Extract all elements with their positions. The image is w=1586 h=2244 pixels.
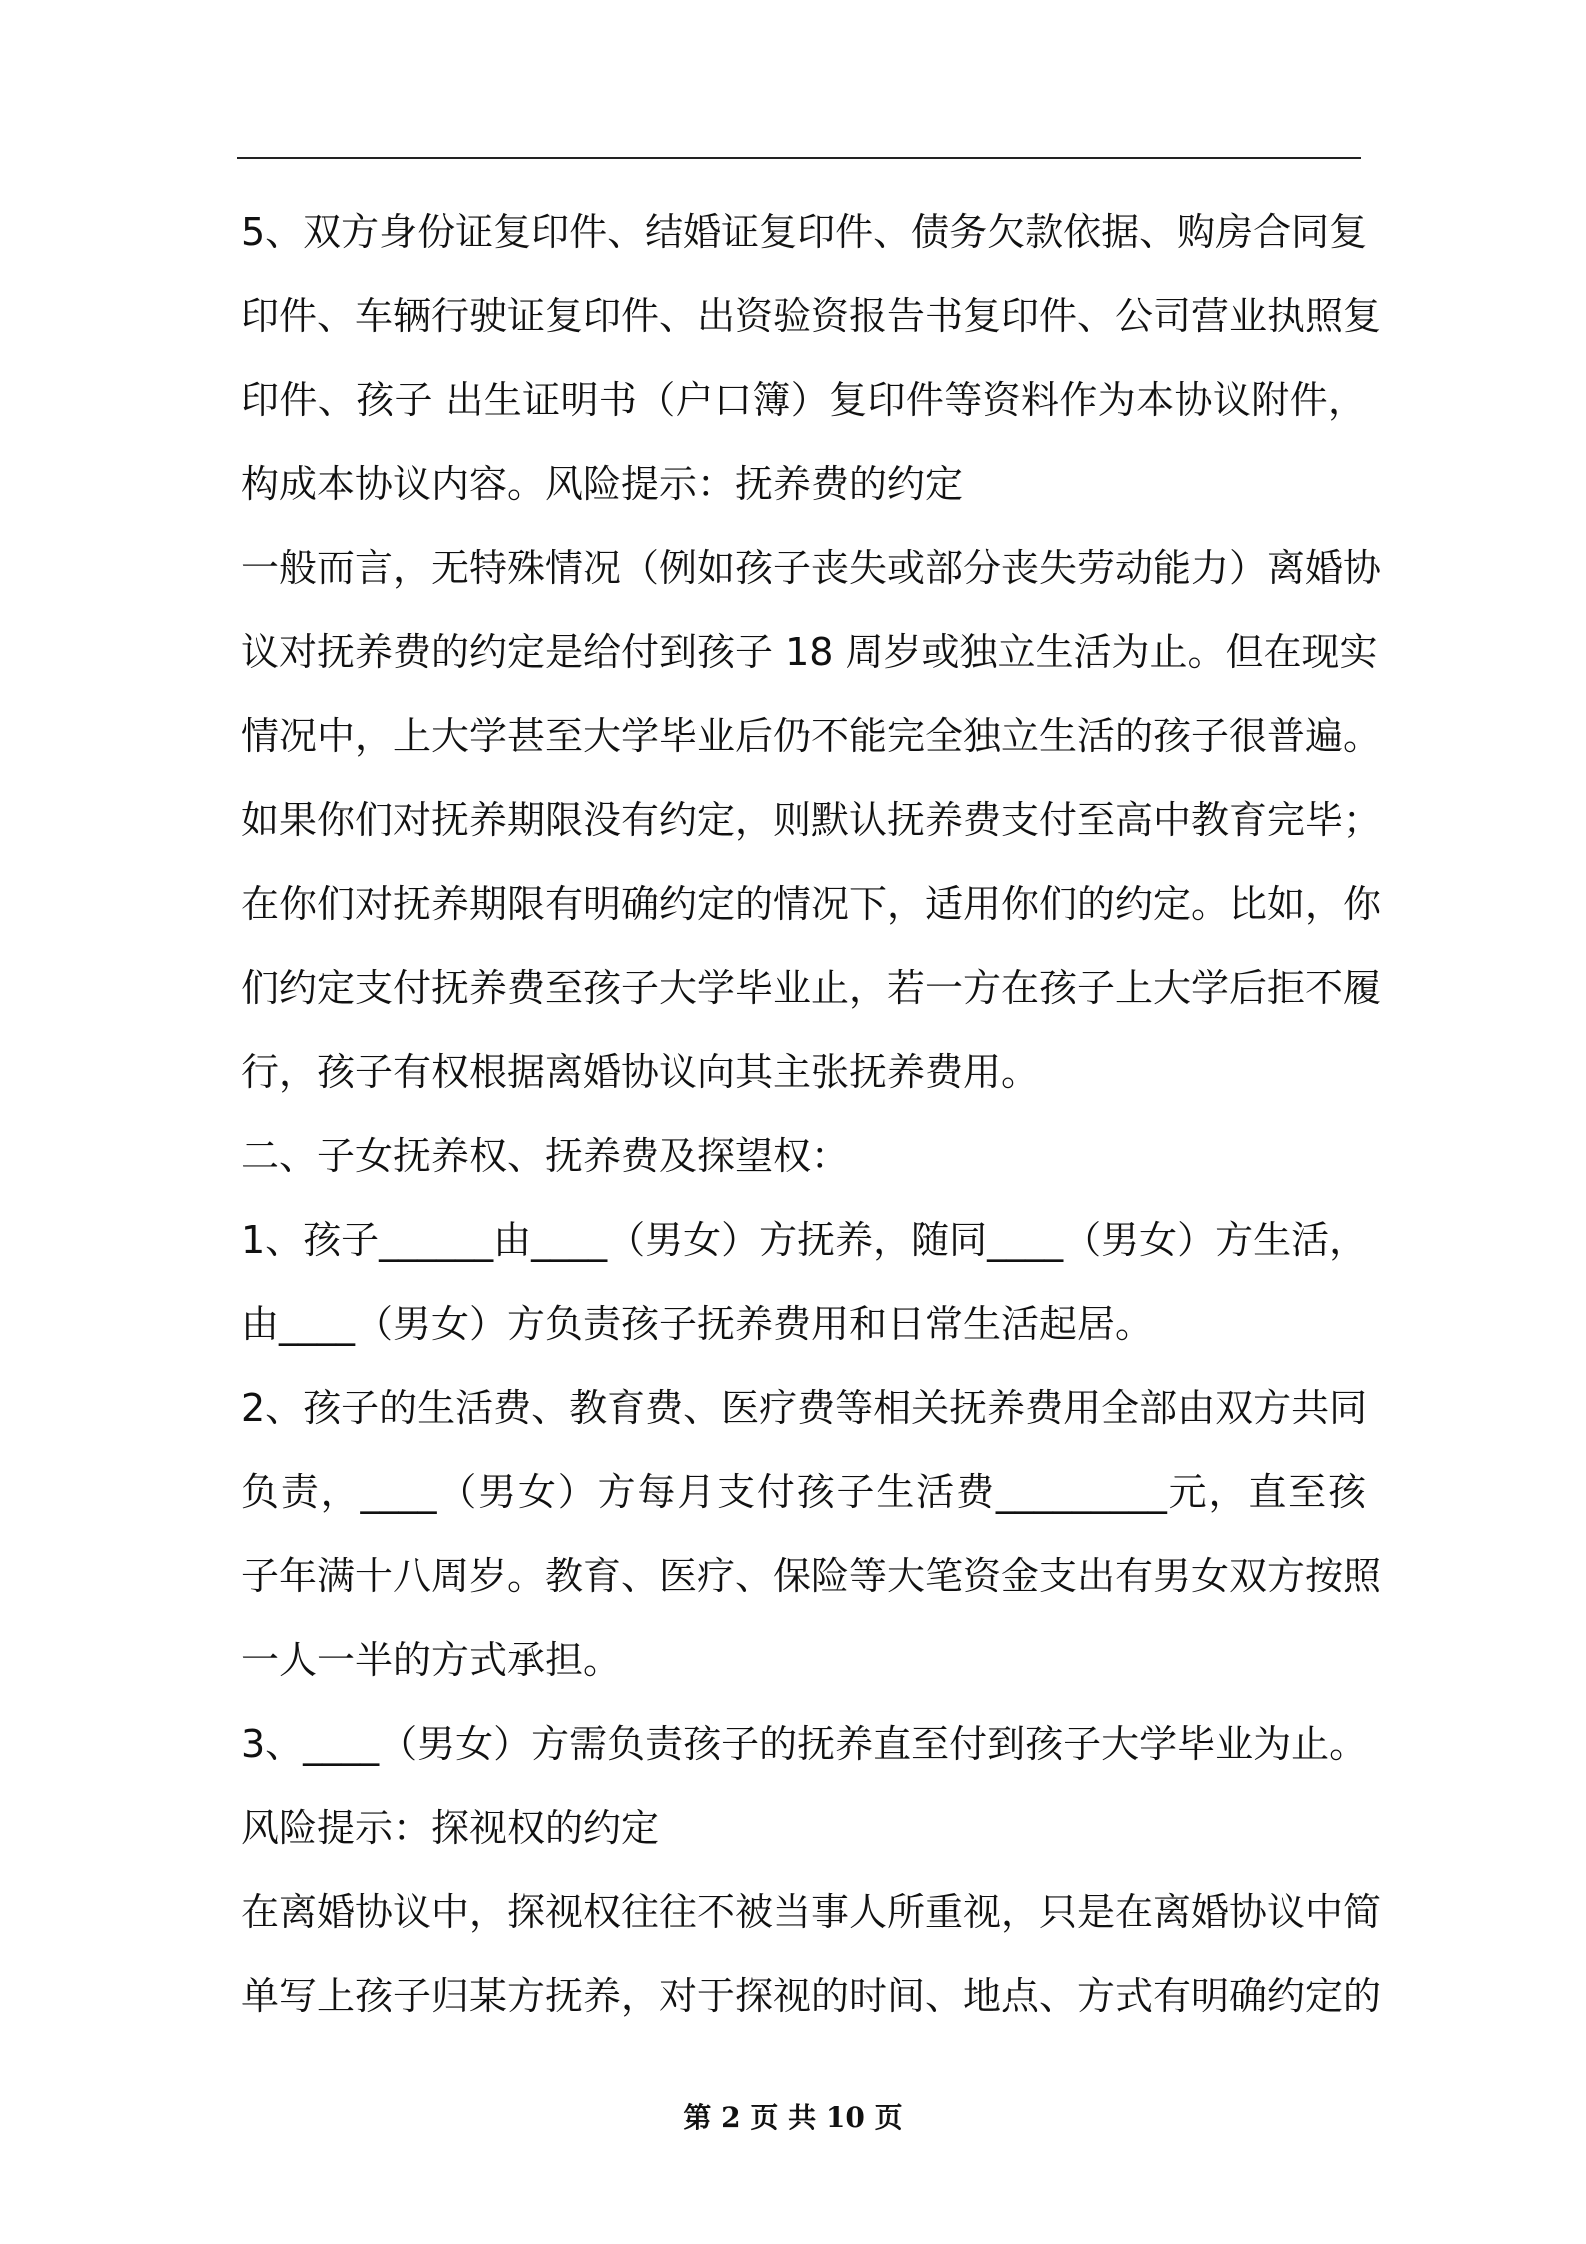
text-line: 3、____（男女）方需负责孩子的抚养直至付到孩子大学毕业为止。	[241, 1722, 1368, 1766]
text-line: 1、孩子______由____（男女）方抚养，随同____（男女）方生活，	[241, 1218, 1368, 1262]
text-line: 5、双方身份证复印件、结婚证复印件、债务欠款依据、购房合同复	[241, 210, 1368, 254]
text-line: 单写上孩子归某方抚养，对于探视的时间、地点、方式有明确约定的	[241, 1974, 1382, 2018]
page-number: 第 2 页 共 10 页	[683, 2101, 903, 2134]
text-line: 们约定支付抚养费至孩子大学毕业止，若一方在孩子上大学后拒不履	[241, 966, 1382, 1010]
text-line: 印件、孩子 出生证明书（户口簿）复印件等资料作为本协议附件，	[241, 378, 1366, 422]
text-line: 如果你们对抚养期限没有约定，则默认抚养费支付至高中教育完毕；	[241, 798, 1382, 842]
text-line: 一般而言，无特殊情况（例如孩子丧失或部分丧失劳动能力）离婚协	[241, 546, 1382, 590]
text-line: 印件、车辆行驶证复印件、出资验资报告书复印件、公司营业执照复	[241, 294, 1382, 338]
text-line: 风险提示：探视权的约定	[241, 1806, 660, 1850]
text-line: 行，孩子有权根据离婚协议向其主张抚养费用。	[241, 1050, 1040, 1094]
text-line: 构成本协议内容。风险提示：抚养费的约定	[241, 462, 964, 506]
header-rule	[237, 157, 1361, 159]
text-line: 一人一半的方式承担。	[241, 1638, 622, 1682]
text-line: 由____（男女）方负责孩子抚养费用和日常生活起居。	[241, 1302, 1154, 1346]
text-line: 在离婚协议中，探视权往往不被当事人所重视，只是在离婚协议中简	[241, 1890, 1382, 1934]
text-line: 议对抚养费的约定是给付到孩子 18 周岁或独立生活为止。但在现实	[241, 630, 1378, 674]
text-line: 在你们对抚养期限有明确约定的情况下，适用你们的约定。比如，你	[241, 882, 1382, 926]
text-line: 2、孩子的生活费、教育费、医疗费等相关抚养费用全部由双方共同	[241, 1386, 1368, 1430]
text-line: 子年满十八周岁。教育、医疗、保险等大笔资金支出有男女双方按照	[241, 1554, 1382, 1598]
text-line: 情况中，上大学甚至大学毕业后仍不能完全独立生活的孩子很普遍。	[241, 714, 1382, 758]
document-body	[241, 190, 1382, 2038]
text-line: 负责，____（男女）方每月支付孩子生活费_________元，直至孩	[241, 1470, 1366, 1514]
section-heading: 二、子女抚养权、抚养费及探望权：	[241, 1134, 850, 1178]
